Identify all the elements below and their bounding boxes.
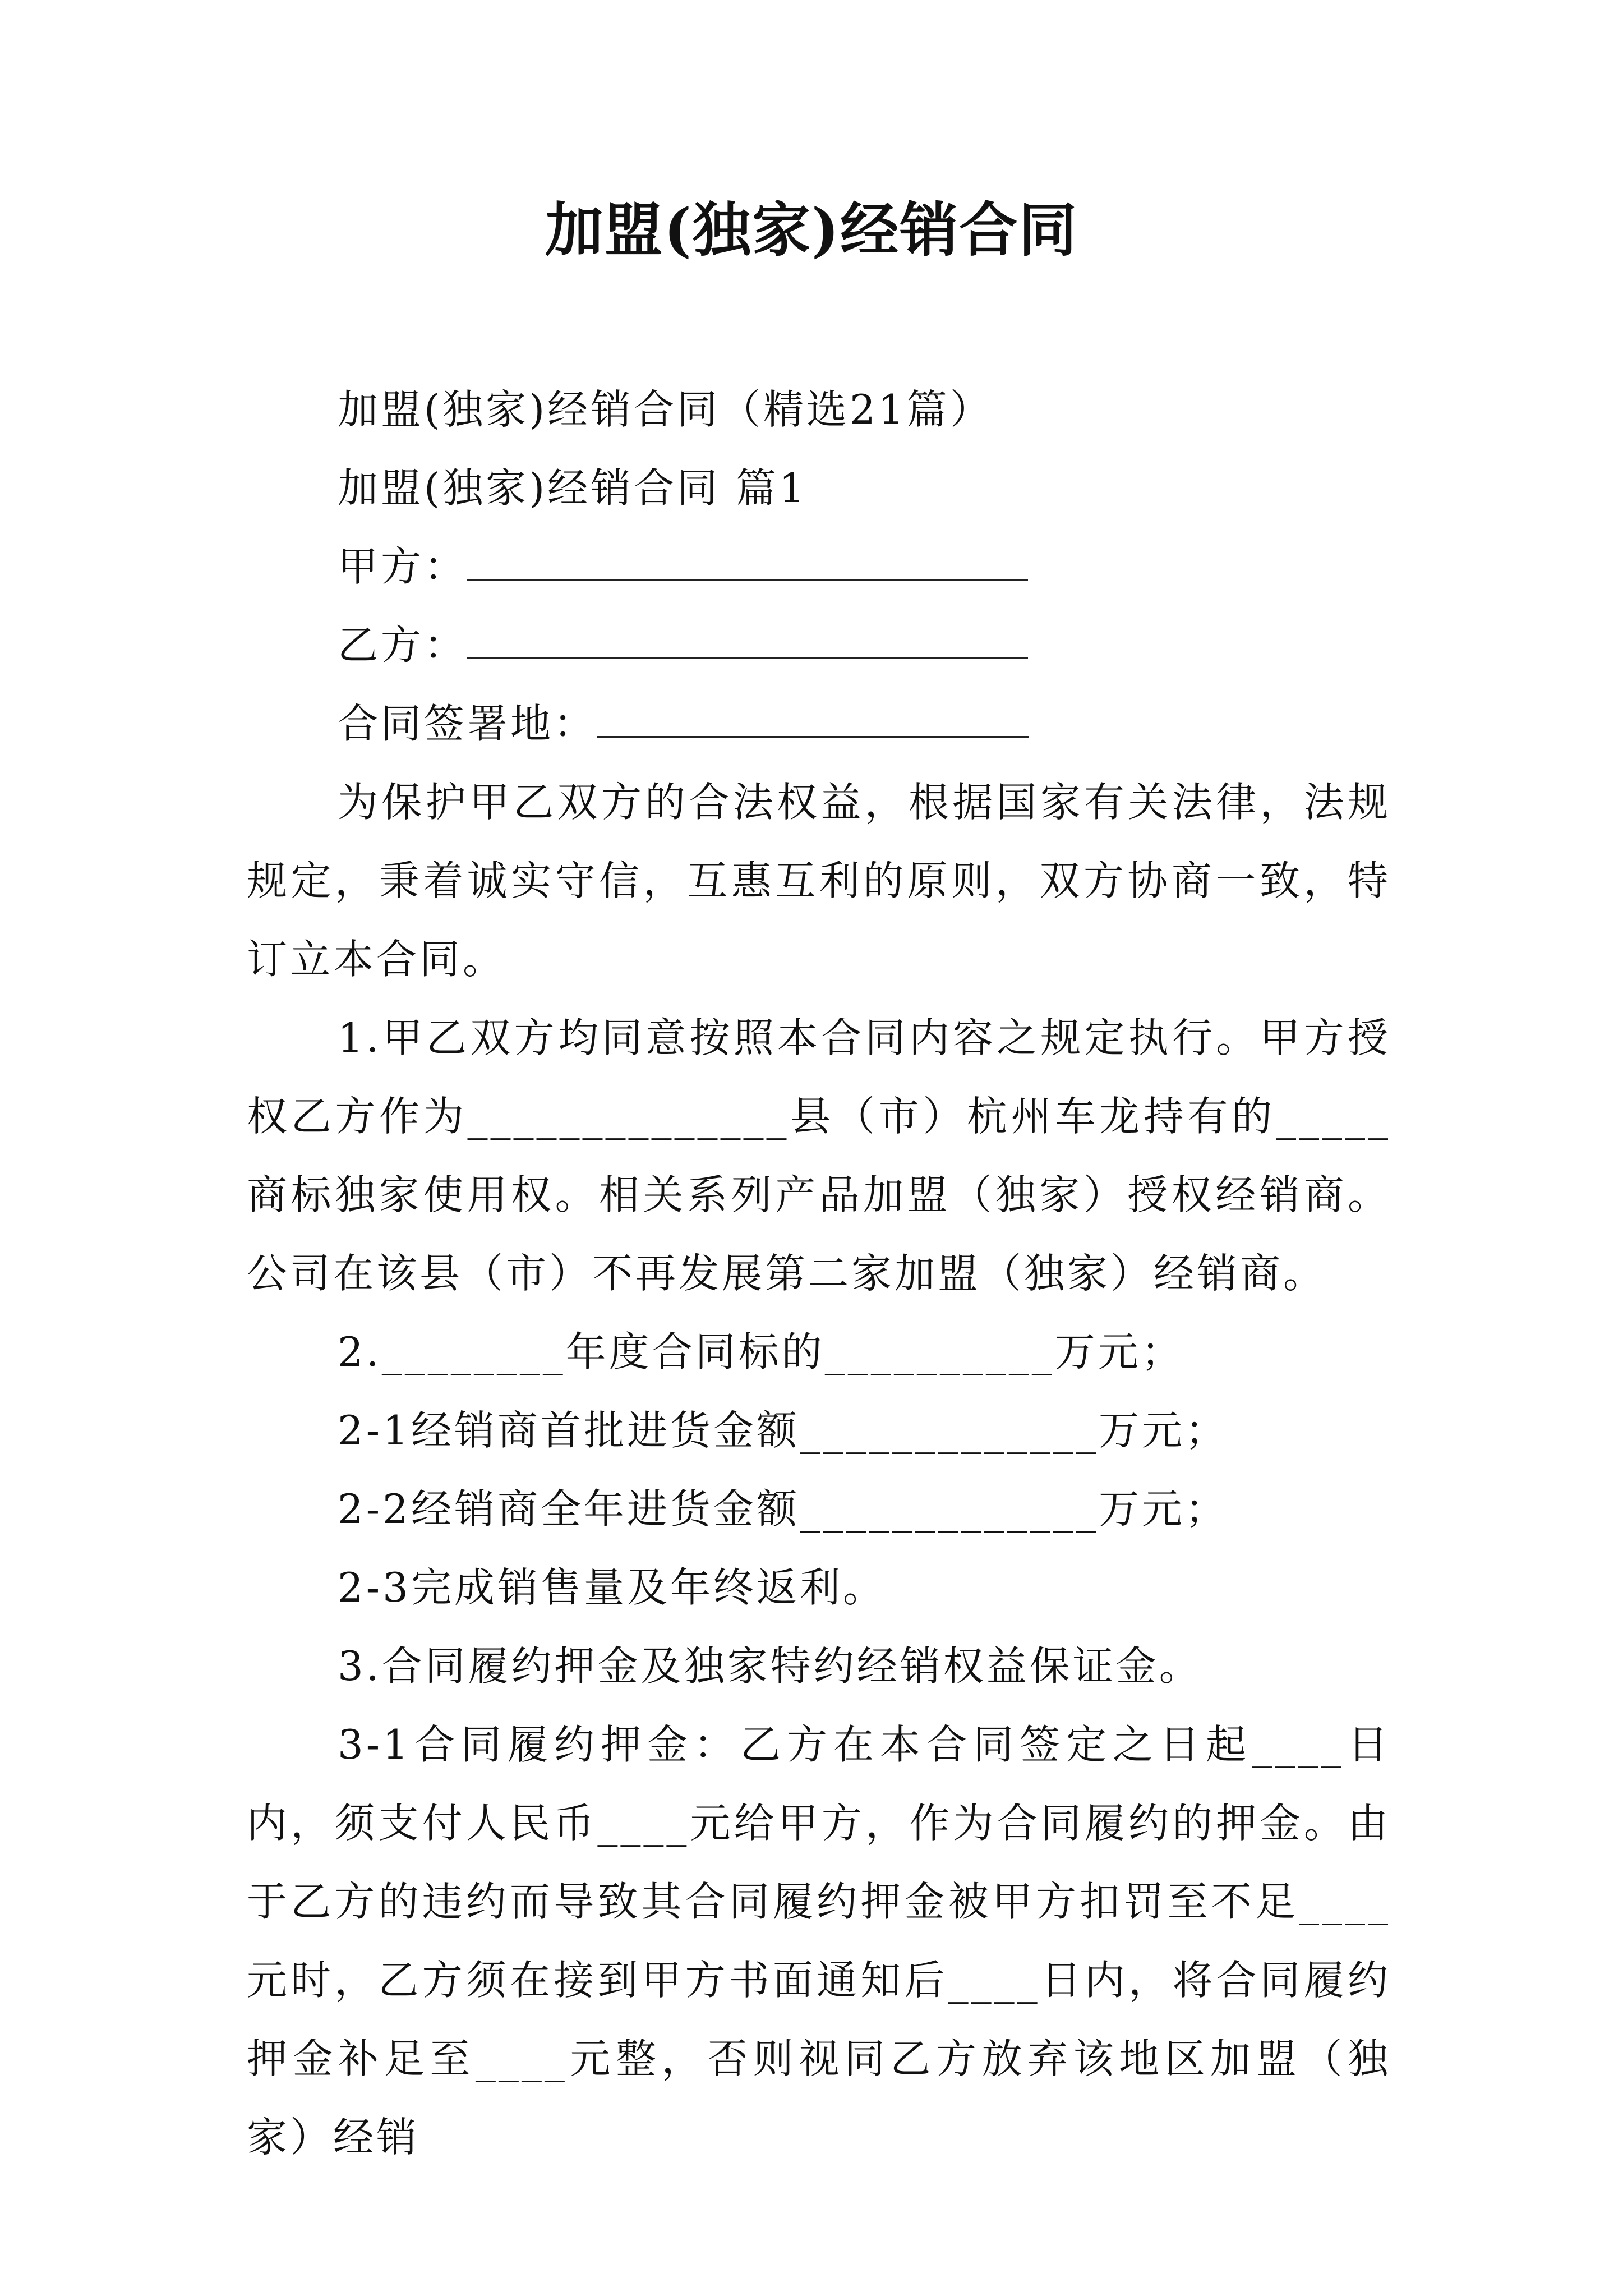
clause-2-3-paragraph: 2-3完成销售量及年终返利。 (338, 1564, 886, 1611)
party-b-label: 乙方： (338, 622, 468, 669)
document-body (247, 370, 1391, 2177)
document-title: 加盟(独家)经销合同 (545, 195, 1078, 264)
clause-1-paragraph: 1.甲乙双方均同意按照本合同内容之规定执行。甲方授权乙方作为______________县（市）杭州车龙持有的_____商标独家使用权。相关系列产品加盟（独家）授权经销商。公司在该县（市）不再发展第二家加盟（独家）经销商。 (247, 1014, 1391, 1297)
party-b-blank[interactable] (467, 626, 1028, 659)
clause-2-1-paragraph: 2-1经销商首批进货金额_____________万元； (338, 1407, 1228, 1454)
party-a-field (247, 527, 1391, 606)
party-b-field (247, 606, 1391, 684)
clause-3-1-paragraph: 3-1合同履约押金：乙方在本合同签定之日起____日内，须支付人民币____元给甲方，作为合同履约的押金。由于乙方的违约而导致其合同履约押金被甲方扣罚至不足____元时，乙方须在接到甲方书面通知后____日内，将合同履约押金补足至____元整，否则视同乙方放弃该地区加盟（独家）经销 (247, 1721, 1391, 2161)
party-a-label: 甲方： (338, 543, 468, 590)
clause-2-paragraph: 2.________年度合同标的__________万元； (338, 1328, 1184, 1375)
sign-place-field (247, 684, 1391, 763)
section-heading: 加盟(独家)经销合同 篇1 (338, 464, 808, 512)
sign-place-label: 合同签署地： (338, 700, 597, 747)
clause-2-2-paragraph: 2-2经销商全年进货金额_____________万元； (338, 1485, 1228, 1533)
sign-place-blank[interactable] (597, 705, 1029, 738)
party-a-blank[interactable] (467, 547, 1028, 581)
subtitle: 加盟(独家)经销合同（精选21篇） (338, 386, 993, 433)
intro-paragraph: 为保护甲乙双方的合法权益，根据国家有关法律，法规规定，秉着诚实守信，互惠互利的原则，双方协商一致，特订立本合同。 (247, 779, 1391, 983)
clause-3-paragraph: 3.合同履约押金及独家特约经销权益保证金。 (338, 1642, 1202, 1690)
